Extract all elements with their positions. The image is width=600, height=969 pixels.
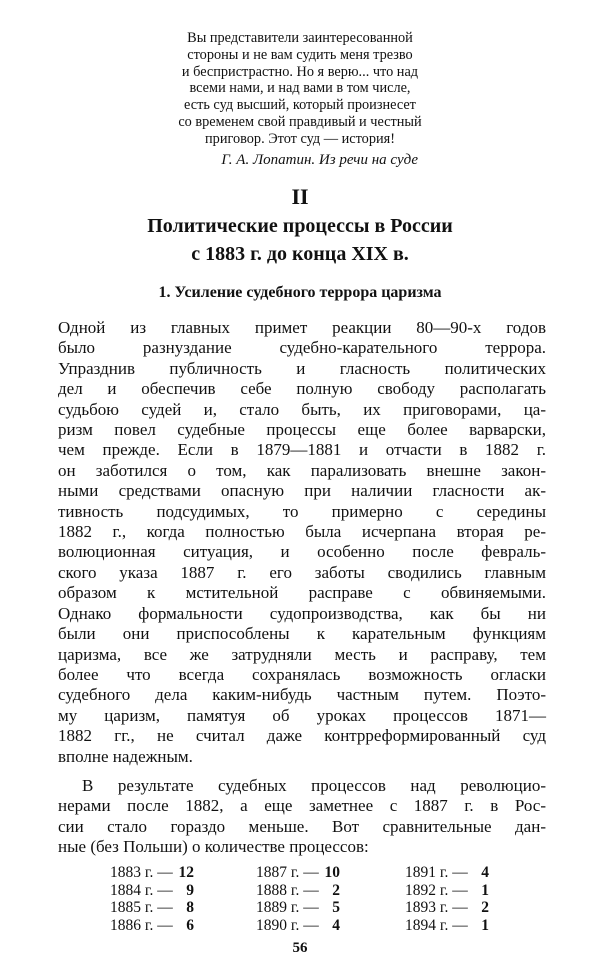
text-line: чем прежде. Если в 1879—1881 и отчасти в 1882 г.: [58, 440, 546, 460]
body-text: [58, 318, 546, 858]
chapter-title: [0, 212, 600, 268]
text-line: Упразднив публичность и гласность политических: [58, 358, 546, 378]
stats-count: 5: [332, 899, 340, 916]
text-line: ского указа 1887 г. его заботы сводились главным: [58, 562, 546, 582]
text-line: му царизм, памятуя об уроках процессов 1871—: [58, 705, 546, 725]
stats-column: [405, 864, 489, 934]
epigraph-line: есть суд высший, который произнесет: [184, 97, 416, 114]
section-title: 1. Усиление судебного террора царизма: [158, 284, 442, 301]
page-number: 56: [292, 940, 308, 956]
chapter-title-line: Политические процессы в России: [147, 215, 453, 237]
epigraph-line: со временем свой правдивый и честный: [178, 113, 422, 130]
stats-row: [256, 917, 340, 935]
stats-count: 4: [332, 916, 340, 934]
stats-row: [405, 882, 489, 900]
text-line: 1882 гг., не считал даже контрреформированный суд: [58, 726, 546, 746]
epigraph: [150, 30, 450, 168]
stats-count: 1: [481, 916, 489, 934]
stats-year: 1890 г. —: [256, 916, 319, 934]
stats-row: [256, 882, 340, 900]
text-line: 1882 г., когда полностью была исчерпана вторая ре-: [58, 522, 546, 542]
text-line: тивность подсудимых, то примерно с середины: [58, 501, 546, 521]
text-line: ризм повел судебные процессы еще более варварски,: [58, 420, 546, 440]
stats-row: [405, 864, 489, 882]
text-line: были они приспособлены к карательным функциям: [58, 624, 546, 644]
stats-row: [405, 899, 489, 917]
text-line: судебного дела каким-нибудь частным путем. Поэто-: [58, 685, 546, 705]
stats-row: [256, 864, 340, 882]
stats-count: 10: [324, 864, 340, 881]
stats-row: [110, 882, 194, 900]
text-line: сии стало гораздо меньше. Вот сравнительные дан-: [58, 816, 546, 836]
stats-count: 1: [481, 881, 489, 899]
stats-count: 9: [186, 881, 194, 899]
stats-count: 8: [186, 899, 194, 916]
stats-count: 6: [186, 916, 194, 934]
stats-year: 1891 г. —: [405, 864, 468, 881]
text-line: дел и обеспечив себе полную свободу располагать: [58, 379, 546, 399]
epigraph-attribution: Г. А. Лопатин. Из речи на суде: [221, 151, 418, 168]
stats-count: 2: [332, 881, 340, 899]
text-line: В результате судебных процессов над революцио-: [82, 775, 546, 795]
stats-column: [256, 864, 340, 934]
text-line: Однако формальности судопроизводства, как бы ни: [58, 603, 546, 623]
text-line: вполне надежным.: [58, 746, 193, 766]
stats-year: 1886 г. —: [110, 916, 173, 934]
text-line: он заботился о том, как парализовать внешне закон-: [58, 460, 546, 480]
stats-year: 1883 г. —: [110, 864, 173, 881]
text-line: образом к мстительной расправе с обвиняемыми.: [58, 583, 546, 603]
stats-count: 12: [178, 864, 194, 881]
stats-row: [110, 917, 194, 935]
text-line: царизма, все же затрудняли месть и расправу, тем: [58, 644, 546, 664]
stats-year: 1889 г. —: [256, 899, 319, 916]
stats-year: 1892 г. —: [405, 881, 468, 899]
stats-count: 4: [481, 864, 489, 881]
epigraph-line: Вы представители заинтересованной: [187, 30, 413, 46]
stats-year: 1894 г. —: [405, 916, 468, 934]
stats-year: 1888 г. —: [256, 881, 319, 899]
stats-year: 1887 г. —: [256, 864, 319, 881]
chapter-number: II: [291, 184, 309, 209]
paragraph-2: [58, 776, 546, 858]
epigraph-line: и беспристрастно. Но я верю... что над: [181, 63, 419, 80]
chapter-title-line: с 1883 г. до конца XIX в.: [191, 243, 409, 265]
stats-year: 1885 г. —: [110, 899, 173, 916]
text-line: ными средствами опасную при наличии гласности ак-: [58, 481, 546, 501]
paragraph-1: [58, 318, 546, 767]
epigraph-line: стороны и не вам судить меня трезво: [187, 46, 413, 63]
stats-column: [110, 864, 194, 934]
stats-row: [405, 917, 489, 935]
stats-row: [110, 864, 194, 882]
stats-year: 1893 г. —: [405, 899, 468, 916]
text-line: волюционная ситуация, и особенно после февраль-: [58, 542, 546, 562]
text-line: судьбою судей и, стало быть, их приговорами, ца-: [58, 399, 546, 419]
text-line: Одной из главных примет реакции 80—90-х годов: [58, 318, 546, 337]
stats-row: [256, 899, 340, 917]
epigraph-line: приговор. Этот суд — история!: [205, 130, 395, 147]
epigraph-line: всеми нами, и над вами в том числе,: [189, 80, 411, 97]
stats-count: 2: [481, 899, 489, 916]
text-line: ные (без Польши) о количестве процессов:: [58, 837, 369, 857]
stats-row: [110, 899, 194, 917]
text-line: было разнуздание судебно-карательного террора.: [58, 338, 546, 358]
stats-year: 1884 г. —: [110, 881, 173, 899]
text-line: более что всегда сохранялась возможность огласки: [58, 664, 546, 684]
text-line: нерами после 1882, а еще заметнее с 1887 г. в Рос-: [58, 796, 546, 816]
